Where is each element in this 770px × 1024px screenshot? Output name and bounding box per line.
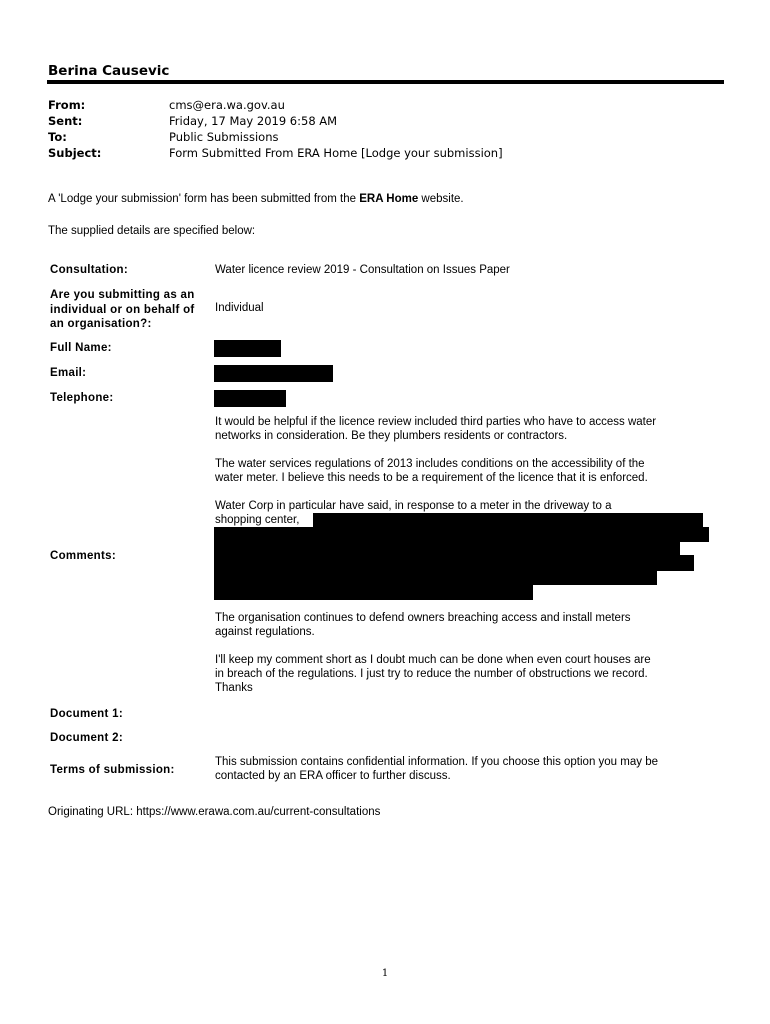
comments-redaction-4 [214,555,694,571]
comments-redaction-3 [214,542,680,555]
comments-redaction-6 [214,585,533,600]
comments-paragraph-2 [215,457,725,485]
header-subject-value: Form Submitted From ERA Home [Lodge your submission] [169,146,503,160]
fullname-label: Full Name: [50,342,112,354]
sender-name: Berina Causevic [48,63,170,79]
header-sent-key: Sent: [48,114,83,128]
intro-text-bold: ERA Home [359,193,419,205]
comments-p5-line-3: Thanks [215,682,253,694]
submitting-label-line-1: Are you submitting as an [50,289,195,301]
comments-paragraph-5 [215,653,725,695]
comments-p2-line-1: The water services regulations of 2013 includes conditions on the accessibility of the [215,458,645,470]
comments-redaction-5 [214,571,657,585]
comments-redaction-1 [313,513,703,527]
telephone-label: Telephone: [50,392,114,404]
document1-label: Document 1: [50,708,123,720]
comments-paragraph-1 [215,415,725,443]
comments-p1-line-2: networks in consideration. Be they plumbers residents or contractors. [215,430,568,442]
submitting-label-line-3: an organisation?: [50,318,152,330]
comments-label: Comments: [50,550,116,562]
consultation-label: Consultation: [50,264,128,276]
terms-value-line-1: This submission contains confidential information. If you choose this option you may be [215,756,658,768]
comments-paragraph-4 [215,611,725,639]
comments-p3-line-2: shopping center, [215,514,300,526]
comments-p5-line-1: I'll keep my comment short as I doubt much can be done when even court houses are [215,654,651,666]
telephone-redaction [214,390,286,407]
document2-label: Document 2: [50,732,123,744]
header-rule [47,80,724,84]
intro-line [48,193,464,205]
comments-p1-line-1: It would be helpful if the licence review included third parties who have to access water [215,416,657,428]
comments-p2-line-2: water meter. I believe this needs to be a requirement of the licence that it is enforced. [215,472,648,484]
header-to-key: To: [48,130,67,144]
comments-p4-line-2: against regulations. [215,626,315,638]
email-redaction [214,365,333,382]
header-from-key: From: [48,98,86,112]
terms-label: Terms of submission: [50,764,175,776]
header-subject-key: Subject: [48,146,102,160]
submitting-label [50,288,195,332]
comments-p4-line-1: The organisation continues to defend owners breaching access and install meters [215,612,631,624]
fullname-redaction [214,340,281,357]
header-to-value: Public Submissions [169,130,279,144]
header-sent-value: Friday, 17 May 2019 6:58 AM [169,114,338,128]
intro-text-before: A 'Lodge your submission' form has been submitted from the [48,193,360,205]
originating-url: Originating URL: https://www.erawa.com.au/current-consultations [48,806,381,818]
terms-value-line-2: contacted by an ERA officer to further discuss. [215,770,451,782]
comments-redaction-2 [214,527,709,542]
email-label: Email: [50,367,87,379]
submitting-value: Individual [215,302,264,314]
comments-p5-line-2: in breach of the regulations. I just try to reduce the number of obstructions we record. [215,668,648,680]
terms-value [215,755,725,783]
header-from-value: cms@era.wa.gov.au [169,98,285,112]
details-line: The supplied details are specified below: [48,225,256,237]
submitting-label-line-2: individual or on behalf of [50,303,195,316]
intro-text-after: website. [418,193,464,205]
comments-p3-line-1: Water Corp in particular have said, in response to a meter in the driveway to a [215,500,612,512]
consultation-value: Water licence review 2019 - Consultation on Issues Paper [215,264,510,276]
page-number: 1 [381,968,389,979]
